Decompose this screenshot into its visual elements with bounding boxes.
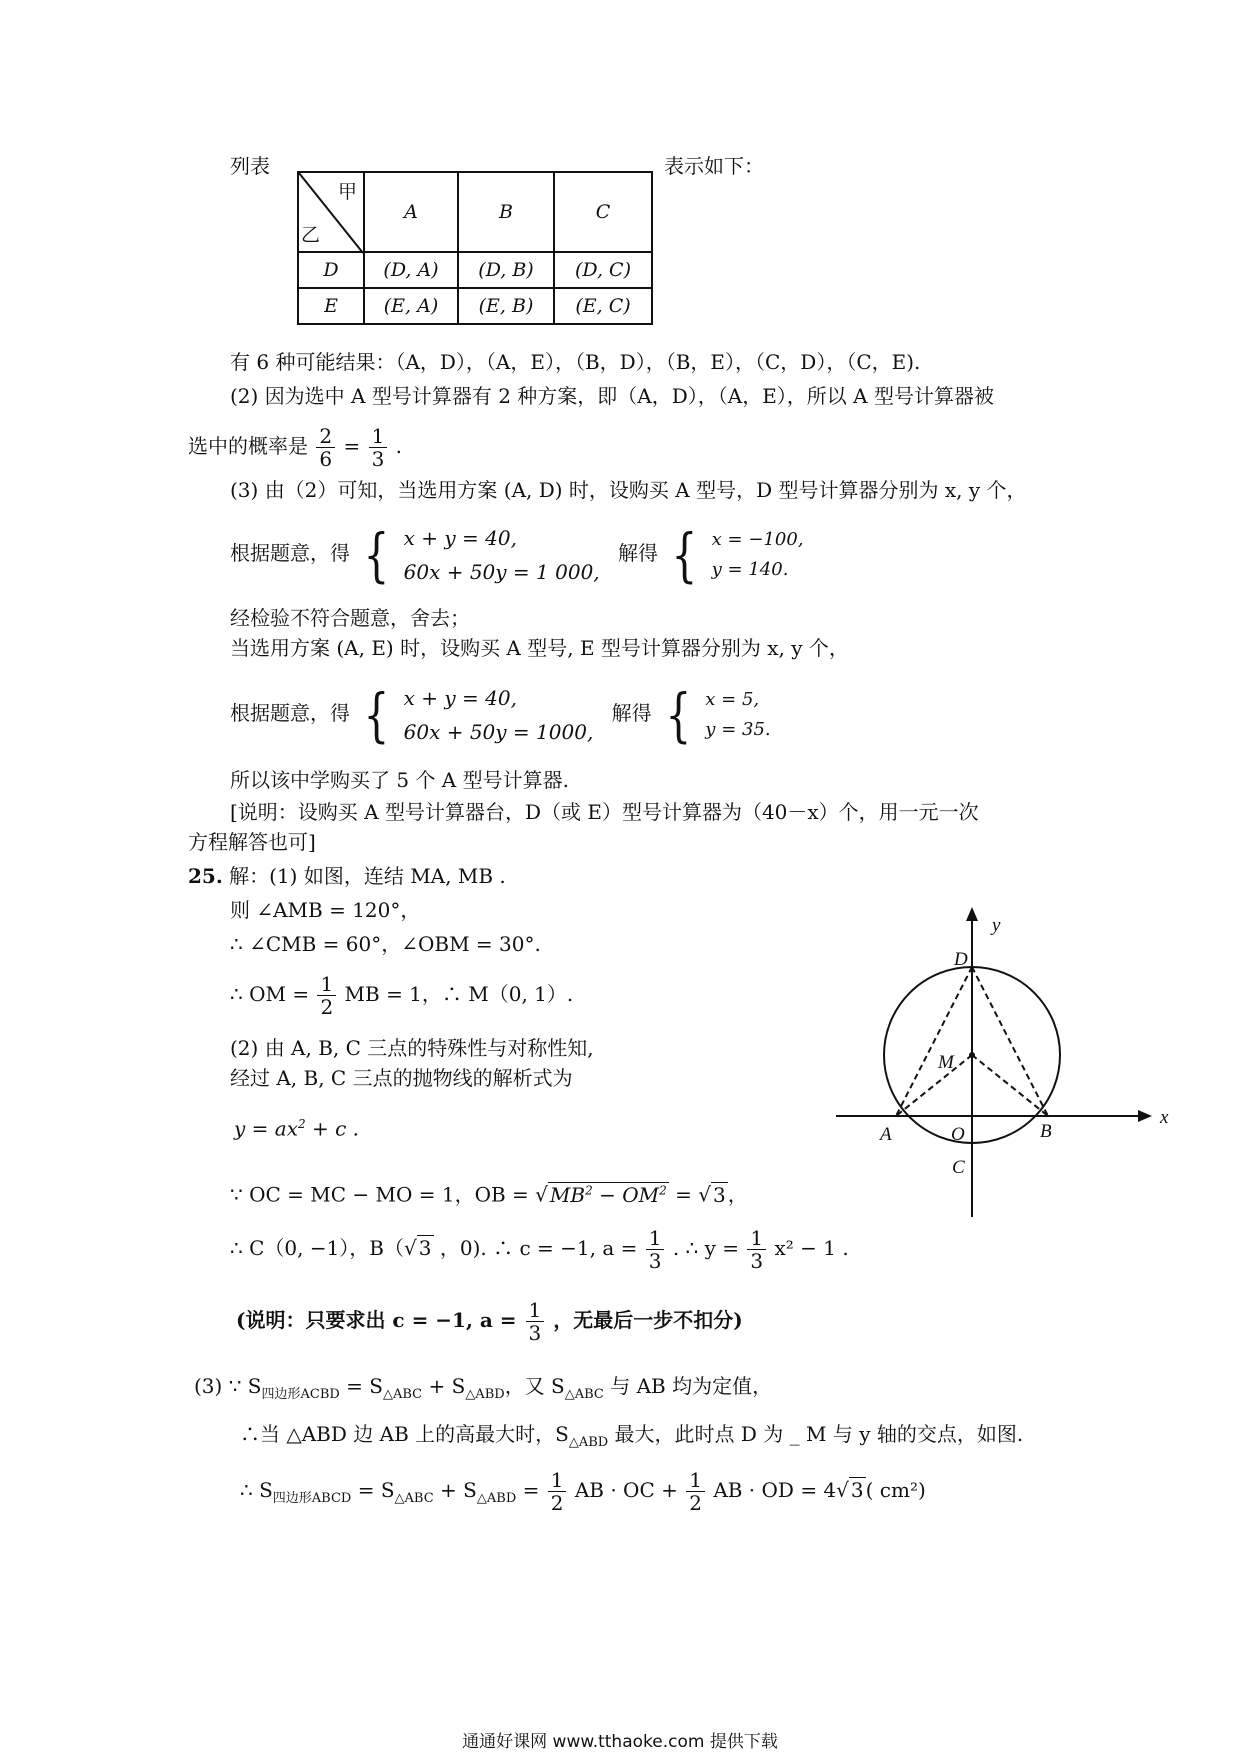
table-cell: (E, A) (364, 288, 458, 324)
table-row (298, 252, 652, 288)
conclusion-line: 所以该中学购买了 5 个 A 型号计算器. (230, 768, 569, 792)
corner-bottom: 乙 (301, 224, 321, 246)
table-prefix: 列表 (230, 154, 270, 178)
label-d: D (954, 949, 968, 970)
label-m: M (938, 1052, 954, 1073)
area-result-line: ∴ $S_{四边形ABCD} = S_{\triangle ABC} + S_{\triangle ABD}$ = $\frac{1}{2}$ AB · OC + $\frac{1}{2}$ AB · OD = 4√ 3 ( cm²) (240, 1468, 926, 1515)
part3-area-line: (3) ∵ $S_{四边形ACBD} = S_{\triangle ABC} + S_{\triangle ABD}$，又 $S_{\triangle ABC}$ 与 AB 均为定值， (194, 1374, 773, 1402)
label-o: O (951, 1124, 965, 1145)
parabola-intro: 经过 A, B, C 三点的抛物线的解析式为 (230, 1066, 573, 1090)
circle-figure (820, 895, 1169, 1235)
label-y: y (992, 915, 1001, 936)
coords-line: ∴ C（0, −1），B（√ 3 ，0). ∴ c = −1, a = $\frac{1}{3}$ . ∴ y = $\frac{1}{3}$ x² − 1 . (230, 1226, 849, 1273)
segment-db (972, 967, 1048, 1116)
part2-heading: (2) 由 A, B, C 三点的特殊性与对称性知, (230, 1036, 594, 1060)
table-corner (298, 172, 364, 252)
table-cell: (D, C) (554, 252, 652, 288)
page-footer: 通通好课网 www.tthaoke.com 提供下载 (462, 1732, 778, 1752)
label-c: C (952, 1157, 965, 1178)
row-header: E (298, 288, 364, 324)
question-number: 25. (188, 864, 223, 888)
segment-mb (972, 1055, 1048, 1116)
grading-note: (说明：只要求出 c = −1, a = $\frac{1}{3}$ ，无最后一步不扣分) (236, 1298, 743, 1345)
label-x: x (1160, 1107, 1169, 1128)
equation-system-2: 根据题意，得 { x + y = 40, 60x + 50y = 1000, 解得 { x = 5, y = 35. (230, 680, 771, 749)
table-cell: (D, B) (458, 252, 554, 288)
part2-line: (2) 因为选中 A 型号计算器有 2 种方案，即（A，D），（A，E），所以 A 型号计算器被 (230, 384, 994, 408)
om-line: ∴ OM = $\frac{1}{2}$ MB = 1，∴ M（0, 1）. (230, 972, 574, 1019)
check-line: 经检验不符合题意，舍去； (230, 606, 470, 630)
col-header: B (458, 172, 554, 252)
question-25: 25. 解：(1) 如图，连结 MA, MB . (188, 864, 506, 888)
equation-system-1: 根据题意，得 { x + y = 40, 60x + 50y = 1 000, 解得 { x = −100, y = 140. (230, 520, 804, 589)
table-cell: (E, C) (554, 288, 652, 324)
y-axis-arrow (966, 907, 978, 921)
table-cell: (E, B) (458, 288, 554, 324)
corner-top: 甲 (337, 181, 357, 203)
table-cell: (D, A) (364, 252, 458, 288)
x-axis-arrow (1138, 1110, 1152, 1122)
label-b: B (1040, 1121, 1052, 1142)
part3-line: (3) 由（2）可知，当选用方案 (A, D) 时，设购买 A 型号，D 型号计算器分别为 x, y 个， (230, 478, 1027, 502)
col-header: C (554, 172, 652, 252)
note-line-cont: 方程解答也可] (188, 830, 316, 854)
col-header: A (364, 172, 458, 252)
note-line: [说明：设购买 A 型号计算器台，D（或 E）型号计算器为（40－x）个，用一元一次 (230, 800, 979, 824)
fraction: $\frac{1}{3}$ (369, 425, 388, 470)
max-height-line: ∴当 △ABD 边 AB 上的高最大时，$S_{\triangle ABD}$ 最大，此时点 D 为 _ M 与 y 轴的交点，如图. (240, 1422, 1024, 1450)
segment-ma (896, 1055, 972, 1116)
row-header: D (298, 252, 364, 288)
table-row (298, 288, 652, 324)
angle-line-2: ∴ ∠CMB = 60°，∠OBM = 30°. (230, 932, 541, 956)
table-suffix: 表示如下： (664, 154, 764, 178)
case2-line: 当选用方案 (A, E) 时，设购买 A 型号, E 型号计算器分别为 x, y 个， (230, 636, 849, 660)
segment-da (896, 967, 972, 1116)
label-a: A (880, 1124, 892, 1145)
outcomes-line: 有 6 种可能结果：（A，D），（A，E），（B，D），（B，E），（C，D），（C，E). (230, 350, 921, 374)
point-m (969, 1052, 975, 1058)
oc-ob-line: ∵ OC = MC − MO = 1，OB = √ $MB^2 - OM^2$ = √ 3 ， (230, 1182, 748, 1207)
outcome-table (297, 171, 653, 325)
fraction: $\frac{2}{6}$ (316, 425, 335, 470)
probability-line: 选中的概率是 $\frac{2}{6}$ = $\frac{1}{3}$ . (188, 424, 403, 471)
parabola-formula: $y = ax^2 + c$ . (234, 1116, 360, 1141)
angle-line: 则 ∠AMB = 120°， (230, 898, 421, 922)
